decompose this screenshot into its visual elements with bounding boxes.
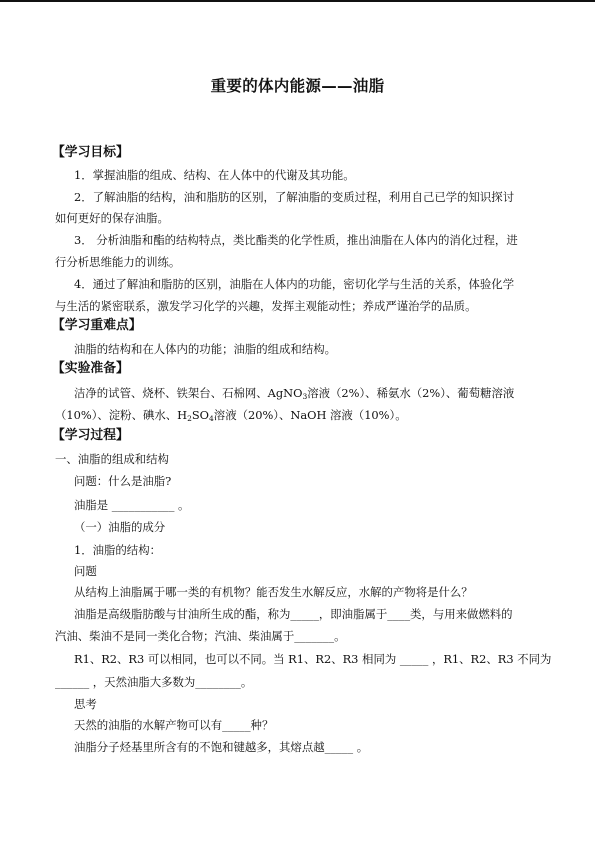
goal-4-line-1: 4．通过了解油和脂肪的区别，油脂在人体内的功能，密切化学与生活的关系，体验化学 (74, 277, 515, 291)
process-structure: 1．油脂的结构： (74, 543, 161, 557)
process-question-label: 问题 (74, 564, 97, 578)
top-rule (0, 0, 595, 2)
goal-1: 1．掌握油脂的组成、结构、在人体中的代谢及其功能。 (74, 168, 355, 182)
process-think-q2: 油脂分子烃基里所含有的不饱和键越多，其熔点越_____ 。 (74, 740, 369, 754)
goal-4-line-2: 与生活的紧密联系，激发学习化学的兴趣，发挥主观能动性；养成严谨治学的品质。 (55, 299, 477, 313)
process-part-1: 一、油脂的组成和结构 (55, 452, 169, 466)
process-ester-line-2: 汽油、柴油不是同一类化合物；汽油、柴油属于_______。 (55, 629, 346, 643)
key-points-text: 油脂的结构和在人体内的功能；油脂的组成和结构。 (74, 342, 336, 356)
page-title: 重要的体内能源——油脂 (210, 77, 385, 95)
process-question: 问题：什么是油脂? (74, 474, 172, 488)
process-think-q1: 天然的油脂的水解产物可以有_____种？ (74, 718, 274, 732)
process-r-line-1: R1、R2、R3 可以相同，也可以不同。当 R1、R2、R3 相同为 _____ ，R1、R2、R3 不同为 (74, 652, 552, 666)
goal-3-line-2: 行分析思维能力的训练。 (55, 255, 181, 269)
section-heading-process: 【学习过程】 (52, 428, 129, 443)
section-heading-key-points: 【学习重难点】 (52, 318, 142, 333)
process-definition: 油脂是 ___________ 。 (74, 498, 190, 512)
goal-2-line-1: 2．了解油脂的结构，油和脂肪的区别，了解油脂的变质过程，利用自己已学的知识探讨 (74, 190, 515, 204)
process-question-text: 从结构上油脂属于哪一类的有机物？能否发生水解反应，水解的产物将是什么？ (74, 585, 473, 599)
goal-2-line-2: 如何更好的保存油脂。 (55, 211, 169, 225)
section-heading-goals: 【学习目标】 (52, 145, 129, 160)
goal-3-line-1: 3． 分析油脂和酯的结构特点，类比酯类的化学性质，推出油脂在人体内的消化过程，进 (74, 233, 518, 247)
prep-line-1: 洁净的试管、烧杯、铁架台、石棉网、AgNO$_3$溶液（2%）、稀氨水（2%）、葡萄糖溶液 (74, 386, 515, 401)
process-r-line-2: ______ ，天然油脂大多数为________。 (55, 675, 253, 689)
process-ester-line-1: 油脂是高级脂肪酸与甘油所生成的酯，称为_____，即油脂属于____类，与用来做燃料的 (74, 607, 513, 621)
section-heading-prep: 【实验准备】 (52, 361, 129, 376)
process-subsection: （一）油脂的成分 (74, 520, 166, 534)
process-think-label: 思考 (74, 697, 97, 711)
prep-line-2: （10%）、淀粉、碘水、$H_2SO_4$溶液（20%）、NaOH 溶液（10%）。 (55, 408, 407, 423)
